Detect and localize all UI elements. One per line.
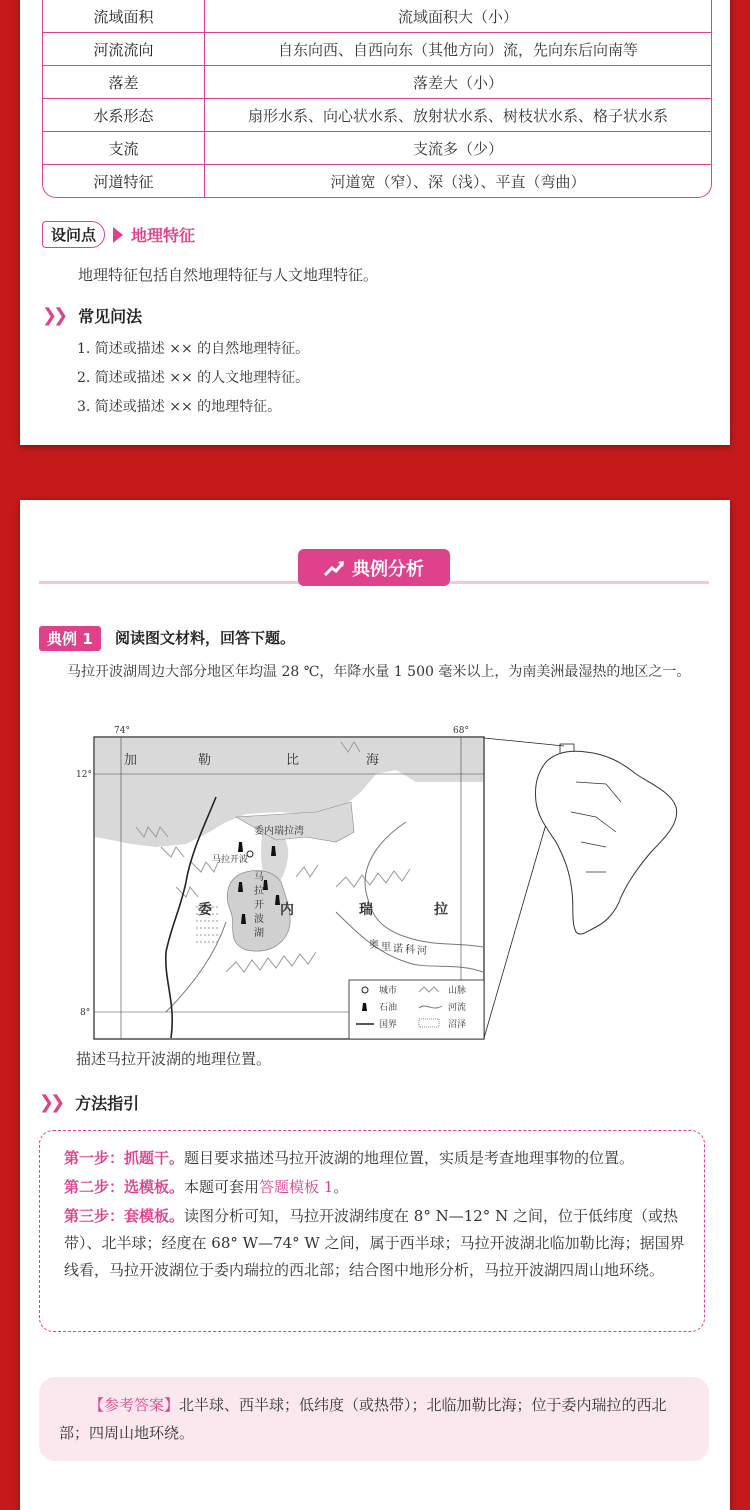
south-america-inset	[535, 751, 676, 934]
content-card-example	[20, 500, 730, 1510]
table-key: 流域面积	[43, 0, 205, 32]
step-text: 。	[333, 1178, 349, 1196]
sea-char: 勒	[198, 753, 212, 768]
river-feature-table	[42, 0, 712, 198]
table-row	[43, 32, 711, 65]
table-key: 支流	[43, 132, 205, 164]
table-key: 水系形态	[43, 99, 205, 131]
country-char: 委	[198, 902, 212, 918]
arrow-right-icon	[113, 227, 123, 243]
lon-left-label: 74°	[114, 726, 130, 736]
legend-label: 沼泽	[448, 1020, 467, 1030]
question-point-tag	[42, 221, 195, 248]
river-char: 诺	[393, 944, 403, 955]
table-key: 河道特征	[43, 165, 205, 197]
river-char: 科	[405, 945, 415, 956]
lake-char: 拉	[254, 886, 264, 897]
legend-label: 城市	[379, 986, 398, 996]
section-banner	[298, 549, 450, 586]
country-char: 拉	[434, 902, 448, 918]
example-material: 马拉开波湖周边大部分地区年均温 28 ℃，年降水量 1 500 毫米以上，为南美洲最湿热的地区之一。	[67, 664, 691, 680]
question-point-desc: 地理特征包括自然地理特征与人文地理特征。	[78, 266, 379, 284]
table-row	[43, 131, 711, 164]
step-label: 第三步：套模板。	[64, 1207, 185, 1225]
step-1	[64, 1145, 696, 1172]
table-value: 扇形水系、向心状水系、放射状水系、树枝状水系、格子状水系	[247, 106, 668, 125]
content-card-top	[20, 0, 730, 445]
sea-char: 加	[124, 753, 138, 768]
table-key: 河流流向	[43, 33, 205, 65]
heading-label: 常见问法	[78, 307, 143, 326]
river-char: 奥	[369, 940, 379, 951]
map-figure	[76, 722, 696, 1046]
river-char: 里	[381, 942, 391, 953]
trend-up-icon	[324, 559, 346, 577]
lat-top-label: 12°	[76, 770, 92, 780]
list-item: 3. 简述或描述 ×× 的地理特征。	[77, 399, 282, 415]
sea-char: 比	[286, 753, 300, 768]
legend-label: 国界	[379, 1020, 398, 1030]
common-questions-heading	[42, 304, 142, 327]
step-label: 第二步：选模板。	[64, 1178, 185, 1196]
answer-text: 北半球、西半球；低纬度（或热带）；北临加勒比海；位于委内瑞拉的西北部；四周山地环绕。	[59, 1396, 667, 1442]
table-value: 流域面积大（小）	[397, 7, 518, 26]
table-value: 河道宽（窄）、深（浅）、平直（弯曲）	[330, 172, 586, 191]
city-label: 马拉开波	[212, 855, 249, 865]
legend-label: 石油	[379, 1003, 398, 1013]
legend-label: 山脉	[448, 986, 467, 996]
table-row	[43, 0, 711, 32]
method-heading	[39, 1091, 139, 1114]
river-char: 河	[417, 946, 427, 957]
table-row	[43, 65, 711, 98]
table-row	[43, 164, 711, 197]
tag-label: 设问点	[42, 221, 105, 248]
lake-char: 波	[254, 914, 264, 925]
country-char: 内	[280, 902, 294, 918]
sea-char: 海	[366, 753, 380, 768]
lake-char: 马	[254, 872, 264, 883]
answer-label: 【参考答案】	[89, 1396, 180, 1414]
heading-label: 方法指引	[75, 1094, 140, 1113]
banner-label: 典例分析	[352, 558, 424, 580]
table-key: 落差	[43, 66, 205, 98]
lake-char: 湖	[254, 928, 264, 939]
lon-right-label: 68°	[453, 726, 469, 736]
reference-answer	[39, 1377, 709, 1461]
step-3	[64, 1203, 696, 1284]
table-row	[43, 98, 711, 131]
table-value: 支流多（少）	[412, 139, 503, 158]
step-text: 题目要求描述马拉开波湖的地理位置，实质是考查地理事物的位置。	[184, 1149, 635, 1167]
double-chevron-icon: ❯❯	[42, 305, 65, 326]
question-text: 描述马拉开波湖的地理位置。	[76, 1050, 272, 1068]
template-link[interactable]: 答题模板 1	[259, 1178, 334, 1196]
gulf-label: 委内瑞拉湾	[254, 826, 304, 837]
list-item: 1. 简述或描述 ×× 的自然地理特征。	[77, 341, 310, 357]
double-chevron-icon: ❯❯	[39, 1092, 62, 1113]
step-text: 本题可套用	[184, 1178, 260, 1196]
tag-title: 地理特征	[131, 226, 196, 245]
method-box	[39, 1130, 705, 1332]
step-text: 读图分析可知，马拉开波湖纬度在 8° N—12° N 之间，位于低纬度（或热带）、北半球；经度在 68° W—74° W 之间，属于西半球；马拉开波湖北临加勒比海；据国界线看，马拉开波湖位于委内瑞拉的西北部；结合图中地形分析，马拉开波湖四周山地环绕。	[64, 1207, 685, 1279]
map-svg	[76, 722, 696, 1042]
table-value: 自东向西、自西向东（其他方向）流，先向东后向南等	[277, 40, 638, 59]
list-item: 2. 简述或描述 ×× 的人文地理特征。	[77, 370, 310, 386]
lat-bottom-label: 8°	[80, 1008, 91, 1018]
table-value: 落差大（小）	[412, 73, 503, 92]
country-char: 瑞	[359, 902, 373, 918]
lake-char: 开	[254, 900, 264, 911]
legend-label: 河流	[448, 1003, 467, 1013]
step-label: 第一步：抓题干。	[64, 1149, 185, 1167]
example-badge: 典例 1	[39, 626, 101, 651]
example-title: 阅读图文材料，回答下题。	[115, 629, 296, 647]
step-2	[64, 1174, 696, 1201]
